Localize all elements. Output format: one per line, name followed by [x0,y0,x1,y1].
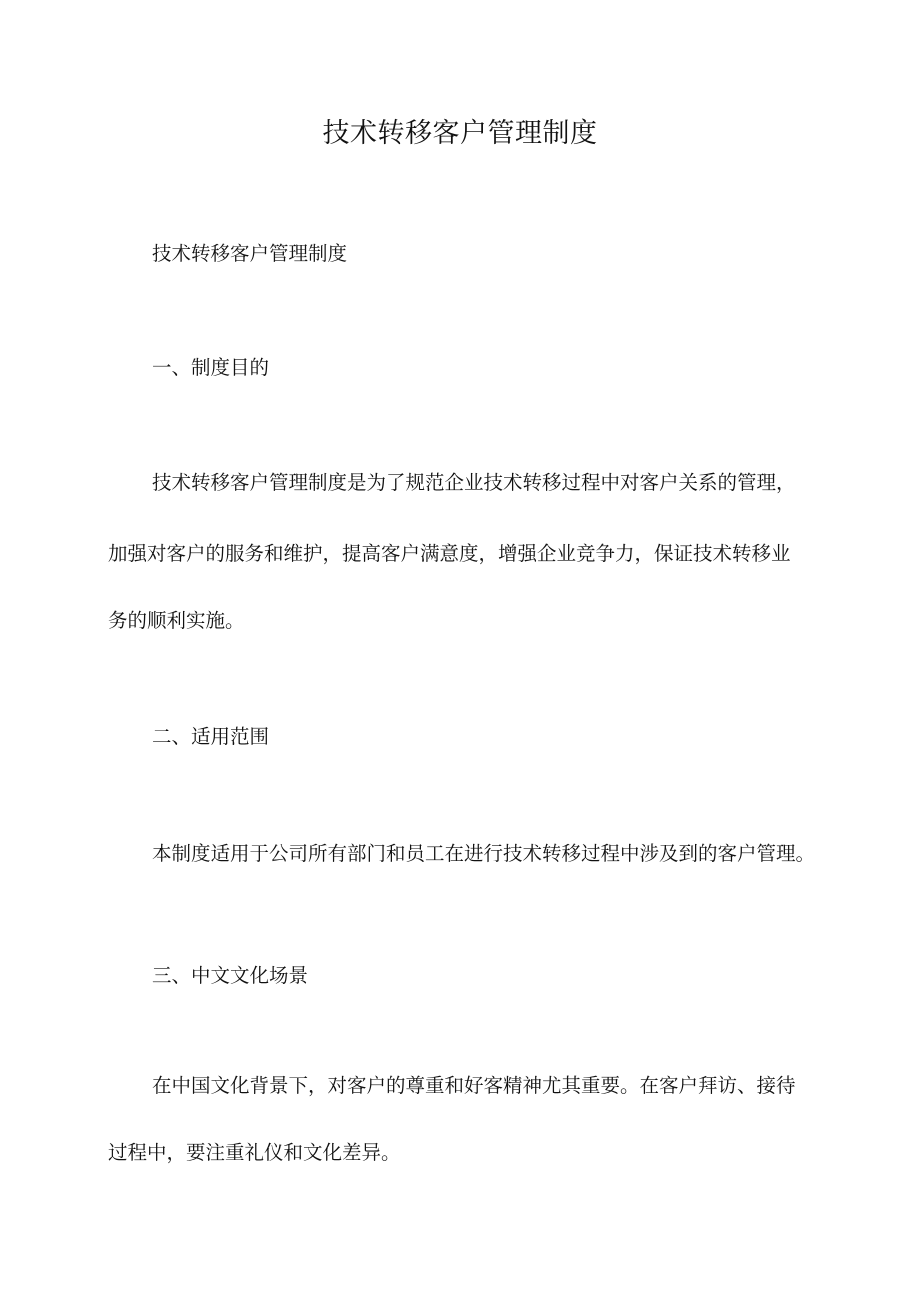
document-subtitle: 技术转移客户管理制度 [152,242,348,265]
paragraph-line: 过程中，要注重礼仪和文化差异。 [108,1141,401,1164]
section-heading-purpose: 一、制度目的 [152,356,270,379]
section-heading-culture: 三、中文文化场景 [152,964,309,987]
paragraph-line: 加强对客户的服务和维护，提高客户满意度，增强企业竞争力，保证技术转移业 [108,542,791,565]
paragraph-line: 务的顺利实施。 [108,609,245,632]
section-heading-scope: 二、适用范围 [152,725,270,748]
document-title: 技术转移客户管理制度 [322,118,598,149]
paragraph-line: 技术转移客户管理制度是为了规范企业技术转移过程中对客户关系的管理， [152,471,796,494]
paragraph-line: 在中国文化背景下，对客户的尊重和好客精神尤其重要。在客户拜访、接待 [152,1074,796,1097]
paragraph-line: 本制度适用于公司所有部门和员工在进行技术转移过程中涉及到的客户管理。 [152,842,816,865]
